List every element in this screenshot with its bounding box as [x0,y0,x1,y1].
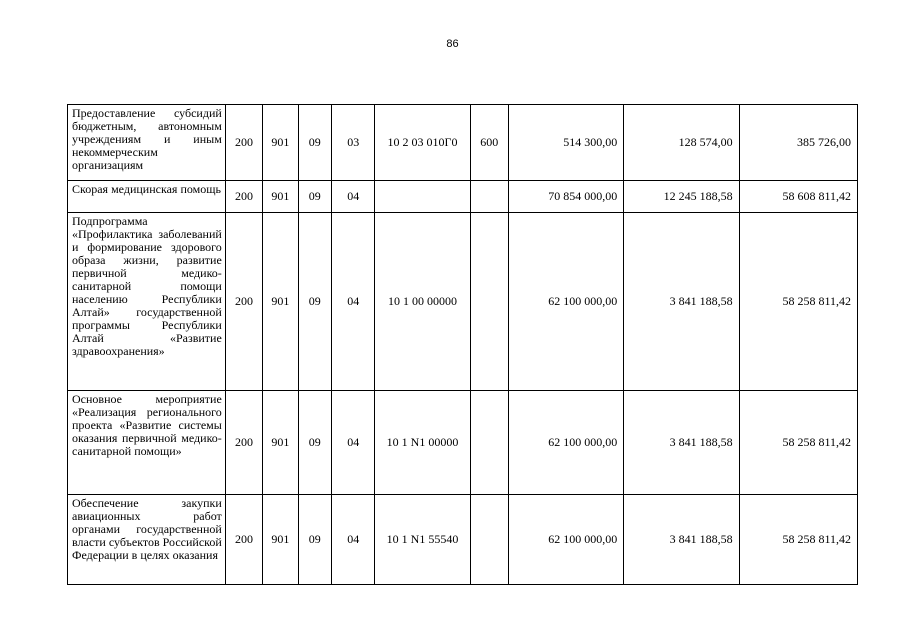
amount-cell: 128 574,00 [624,105,739,181]
code-cell: 09 [298,181,331,213]
code-cell: 04 [331,213,374,391]
code-cell [375,181,470,213]
code-cell: 10 1 00 00000 [375,213,470,391]
row-description: Основное мероприятие «Реализация регионального проекта «Развитие системы оказания первичной медико-санитарной помощи» [68,391,226,495]
amount-cell: 3 841 188,58 [624,213,739,391]
code-cell: 901 [263,391,298,495]
code-cell: 200 [225,105,262,181]
amount-cell: 3 841 188,58 [624,391,739,495]
amount-cell: 58 258 811,42 [739,391,857,495]
code-cell: 09 [298,213,331,391]
code-cell: 04 [331,181,374,213]
row-description: Подпрограмма «Профилактика заболеваний и формирование здорового образа жизни, развитие первичной медико-санитарной помощи населению Республики Алтай» государственной программы Республики Алтай «Развитие здравоохранения» [68,213,226,391]
code-cell: 09 [298,391,331,495]
code-cell: 10 1 N1 00000 [375,391,470,495]
amount-cell: 62 100 000,00 [508,495,623,585]
amount-cell: 12 245 188,58 [624,181,739,213]
page-number: 86 [446,38,459,50]
code-cell: 03 [331,105,374,181]
code-cell: 10 2 03 010Г0 [375,105,470,181]
row-description: Скорая медицинская помощь [68,181,226,213]
code-cell: 200 [225,213,262,391]
code-cell [470,213,508,391]
amount-cell: 62 100 000,00 [508,391,623,495]
amount-cell: 70 854 000,00 [508,181,623,213]
amount-cell: 58 258 811,42 [739,213,857,391]
code-cell: 09 [298,495,331,585]
code-cell: 901 [263,105,298,181]
code-cell [470,391,508,495]
table-row [68,495,858,585]
code-cell [470,181,508,213]
table-row [68,181,858,213]
amount-cell: 58 608 811,42 [739,181,857,213]
amount-cell: 58 258 811,42 [739,495,857,585]
amount-cell: 514 300,00 [508,105,623,181]
code-cell [470,495,508,585]
code-cell: 600 [470,105,508,181]
code-cell: 04 [331,495,374,585]
budget-table [67,104,858,585]
row-description: Обеспечение закупки авиационных работ органами государственной власти субъектов Российской Федерации в целях оказания [68,495,226,585]
code-cell: 10 1 N1 55540 [375,495,470,585]
code-cell: 04 [331,391,374,495]
code-cell: 901 [263,213,298,391]
code-cell: 901 [263,495,298,585]
code-cell: 09 [298,105,331,181]
code-cell: 200 [225,495,262,585]
code-cell: 200 [225,391,262,495]
row-description: Предоставление субсидий бюджетным, автономным учреждениям и иным некоммерческим организациям [68,105,226,181]
code-cell: 200 [225,181,262,213]
amount-cell: 3 841 188,58 [624,495,739,585]
code-cell: 901 [263,181,298,213]
amount-cell: 62 100 000,00 [508,213,623,391]
table-row [68,391,858,495]
table-row [68,105,858,181]
table-row [68,213,858,391]
amount-cell: 385 726,00 [739,105,857,181]
